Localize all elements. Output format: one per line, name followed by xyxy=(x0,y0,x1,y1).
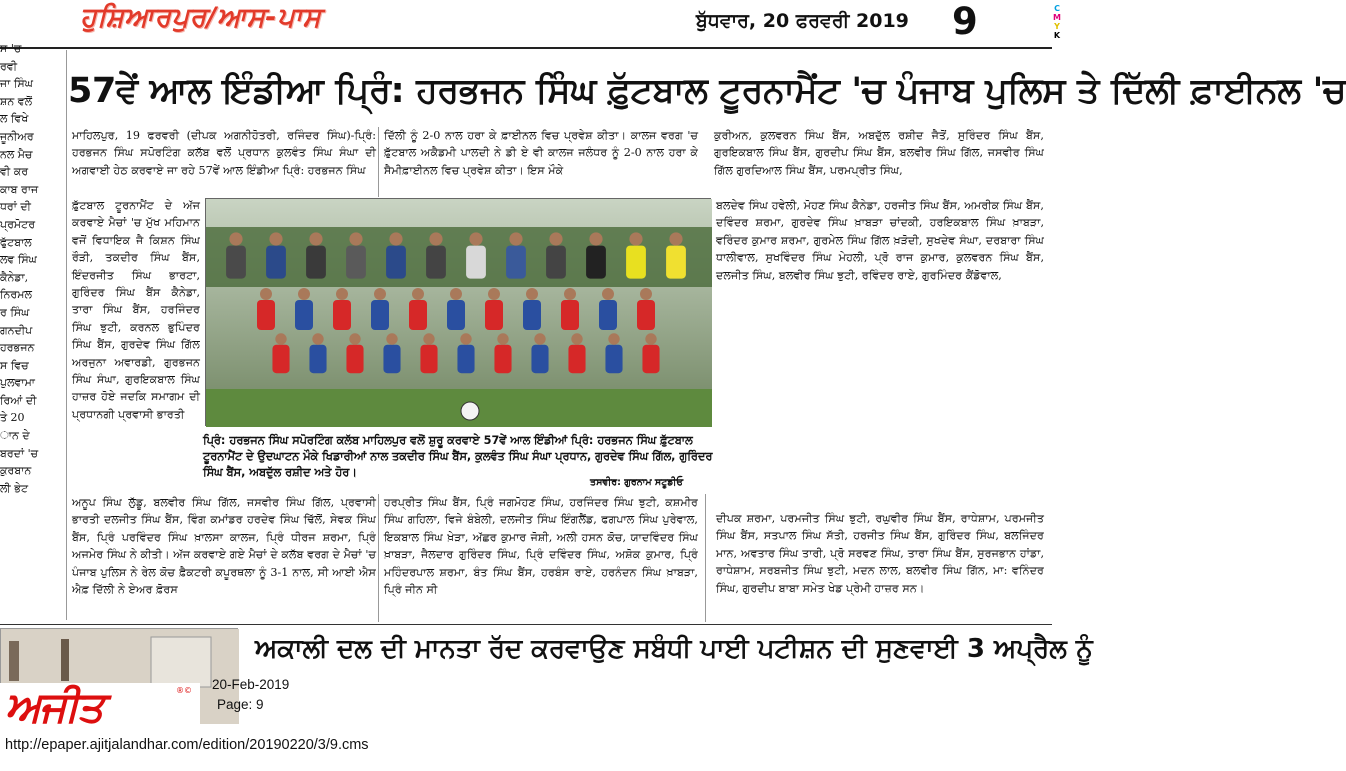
left-strip-line: ਸ ਵਿਚ xyxy=(0,358,29,372)
left-strip-line: ਪੁਲਵਾਮਾ xyxy=(0,376,35,390)
team-photo xyxy=(205,198,711,426)
column-divider xyxy=(378,494,379,622)
article-col2-bottom: ਹਰਪ੍ਰੀਤ ਸਿੰਘ ਬੈਂਸ, ਪ੍ਰਿੰ ਜਗਮੋਹਣ ਸਿੰਘ, ਹਰਜਿੰਦਰ ਸਿੰਘ ਝੁਟੀ, ਕਸ਼ਮੀਰ ਸਿੰਘ ਗਹਿਲਾ, ਵਿਜੇ ਬੰਬੇਲੀ, ਦਲਜੀਤ ਸਿੰਘ ਇੰਗਲੈਂਡ, ਫਗਪਾਲ ਸਿੰਘ ਪੁਰੇਵਾਲ, ਇਕਬਾਲ ਸਿੰਘ ਖ਼ੇੜਾ, ਅੱਛਰ ਕੁਮਾਰ ਜੋਸ਼ੀ, ਅਲੀ ਹਸਨ ਕੋਚ, ਯਾਦਵਿੰਦਰ ਸਿੰਘ ਖ਼ਾਬੜਾ, ਜੈਲਦਾਰ ਗੁਰਿੰਦਰ ਸਿੰਘ, ਪ੍ਰਿੰ ਦਵਿੰਦਰ ਸਿੰਘ, ਅਸ਼ੋਕ ਕੁਮਾਰ, ਪ੍ਰਿੰ ਮਹਿੰਦਰਪਾਲ ਸ਼ਰਮਾ, ਬੰਤ ਸਿੰਘ ਬੈਂਸ, ਹਰਬੰਸ ਰਾਏ, ਹਰਨੰਦਨ ਸਿੰਘ ਖ਼ਾਬੜਾ, ਪ੍ਰਿੰ ਜੀਨ ਸੀ xyxy=(384,496,698,597)
team-photo-illustration xyxy=(206,199,712,427)
page-number: 9 xyxy=(952,0,978,43)
article-col3-bottom: ਦੀਪਕ ਸ਼ਰਮਾ, ਪਰਮਜੀਤ ਸਿੰਘ ਝੁਟੀ, ਰਘੁਵੀਰ ਸਿੰਘ ਬੈਂਸ, ਰਾਧੇਸ਼ਾਮ, ਪਰਮਜੀਤ ਸਿੰਘ ਬੈਂਸ, ਸਤਪਾਲ ਸਿੰਘ ਸੱਤੀ, ਹਰਜੀਤ ਸਿੰਘ ਬੈਂਸ, ਗੁਰਿੰਦਰ ਸਿੰਘ, ਬਲਜਿੰਦਰ ਮਾਨ, ਅਵਤਾਰ ਸਿੰਘ ਤਾਰੀ, ਪ੍ਰੋ ਸਰਵਣ ਸਿੰਘ, ਤਾਰਾ ਸਿੰਘ ਬੈਂਸ, ਸੁਰਜਭਾਨ ਹਾਂਡਾ, ਰਾਧੇਸ਼ਾਮ, ਸਰਬਜੀਤ ਸਿੰਘ ਝੁਟੀ, ਮਦਨ ਲਾਲ, ਬਲਵੀਰ ਸਿੰਘ ਗਿੱਨ, ਮਾ: ਵਨਿੰਦਰ ਸਿੰਘ, ਗੁਰਦੀਪ ਬਾਬਾ ਸਮੇਤ ਖੇਡ ਪ੍ਰੇਮੀ ਹਾਜ਼ਰ ਸਨ। xyxy=(716,512,1044,595)
left-strip-line: ਾਨ ਦੇ xyxy=(0,429,30,443)
epaper-url[interactable]: http://epaper.ajitjalandhar.com/edition/20190220/3/9.cms xyxy=(5,737,369,753)
left-strip-line: ਜਾ ਸਿੰਘ xyxy=(0,77,33,91)
left-strip-line: ਰਿਆਂ ਦੀ xyxy=(0,393,37,407)
photo-caption: ਪ੍ਰਿੰ: ਹਰਭਜਨ ਸਿੰਘ ਸਪੋਰਟਿੰਗ ਕਲੱਬ ਮਾਹਿਲਪੁਰ ਵਲੋਂ ਸ਼ੁਰੂ ਕਰਵਾਏ 57ਵੇਂ ਆਲ ਇੰਡੀਆਂ ਪ੍ਰਿੰ: ਹਰਭਜਨ ਸਿੰਘ ਫ਼ੁੱਟਬਾਲ ਟੂਰਨਾਮੈਂਟ ਦੇ ਉਦਘਾਟਨ ਮੌਕੇ ਖਿਡਾਰੀਆਂ ਨਾਲ ਤਕਦੀਰ ਸਿੰਘ ਬੈਂਸ, ਕੁਲਵੰਤ ਸਿੰਘ ਸੰਘਾ ਪ੍ਰਧਾਨ, ਗੁਰਦੇਵ ਸਿੰਘ ਗਿੱਲ, ਗੁਰਿੰਦਰ ਸਿੰਘ ਬੈਂਸ, ਅਬਦੁੱਲ ਰਸ਼ੀਦ ਅਤੇ ਹੋਰ। xyxy=(203,434,713,479)
article-col1-side: ਫ਼ੁੱਟਬਾਲ ਟੂਰਨਾਮੈਂਟ ਦੇ ਅੱਜ ਕਰਵਾਏ ਮੈਚਾਂ 'ਚ ਮੁੱਖ ਮਹਿਮਾਨ ਵਜੋਂ ਵਿਧਾਇਕ ਜੈ ਕਿਸ਼ਨ ਸਿੰਘ ਰੌੜੀ, ਤਕਦੀਰ ਸਿੰਘ ਬੈਂਸ, ਇੰਦਰਜੀਤ ਸਿੰਘ ਭਾਰਟਾ, ਗੁਰਿੰਦਰ ਸਿੰਘ ਬੈਂਸ ਕੈਨੇਡਾ, ਤਾਰਾ ਸਿੰਘ ਬੈਂਸ, ਹਰਜਿੰਦਰ ਸਿੰਘ ਝੁਟੀ, ਕਰਨਲ ਭੁਪਿੰਦਰ ਸਿੰਘ ਬੈਂਸ, ਗੁਰਦੇਵ ਸਿੰਘ ਗਿੱਲ ਅਰਜੁਨਾ ਅਵਾਰਡੀ, ਗੁਰਭਜਨ ਸਿੰਘ ਸੰਘਾ, ਗੁਰਇਕਬਾਲ ਸਿੰਘ ਹਾਜ਼ਰ ਹੋਏ ਜਦਕਿ ਸਮਾਗਮ ਦੀ ਪ੍ਰਧਾਨਗੀ ਪ੍ਰਵਾਸੀ ਭਾਰਤੀ xyxy=(72,199,200,421)
cmyk-marks xyxy=(1052,4,1062,40)
column-divider xyxy=(378,127,379,197)
cmyk-y: Y xyxy=(1054,22,1060,31)
ajit-logo: ਅਜੀਤ xyxy=(5,682,103,731)
left-strip-line: ਤੇ 20 xyxy=(0,411,25,425)
left-adjacent-column xyxy=(0,40,64,652)
section-title: ਹੁਸ਼ਿਆਰਪੁਰ/ਆਸ-ਪਾਸ xyxy=(80,2,322,33)
left-strip-line: ਰ ਸਿੰਘ xyxy=(0,305,30,319)
left-strip-line: ਵੀ ਕਰ xyxy=(0,165,29,179)
left-strip-line: ਲੀ ਭੇਟ xyxy=(0,481,29,495)
left-strip-line: ਲਵ ਸਿੰਘ xyxy=(0,253,37,267)
left-strip-line: ਪ੍ਰਮੋਟਰ xyxy=(0,217,36,231)
column-divider xyxy=(66,50,67,620)
cmyk-m: M xyxy=(1053,13,1061,22)
left-strip-line: ਲ ਵਿਖੇ xyxy=(0,112,29,126)
left-strip-line: ਧਰਾਂ ਦੀ xyxy=(0,200,31,214)
cmyk-k: K xyxy=(1053,31,1061,40)
edition-date: 20-Feb-2019 xyxy=(212,677,290,692)
article-col3-intro: ਕੁਰੀਅਨ, ਕੁਲਵਰਨ ਸਿੰਘ ਬੈਂਸ, ਅਬਦੁੱਲ ਰਸ਼ੀਦ ਜੈਤੋਂ, ਸੁਰਿੰਦਰ ਸਿੰਘ ਬੈਂਸ, ਗੁਰਇਕਬਾਲ ਸਿੰਘ ਬੈਂਸ, ਗੁਰਦੀਪ ਸਿੰਘ ਬੈਂਸ, ਬਲਵੀਰ ਸਿੰਘ ਗਿੱਲ, ਜਸਵੀਰ ਸਿੰਘ ਗਿੱਲ ਗੁਰਦਿਆਲ ਸਿੰਘ ਬੈਂਸ, ਪਰਮਪ੍ਰੀਤ ਸਿੰਘ, xyxy=(714,129,1044,177)
second-headline: ਅਕਾਲੀ ਦਲ ਦੀ ਮਾਨਤਾ ਰੱਦ ਕਰਵਾਉਣ ਸਬੰਧੀ ਪਾਈ ਪਟੀਸ਼ਨ ਦੀ ਸੁਣਵਾਈ 3 ਅਪ੍ਰੈਲ ਨੂੰ xyxy=(255,634,1093,664)
section-rule xyxy=(0,624,1052,625)
article-col1-intro: ਮਾਹਿਲਪੁਰ, 19 ਫਰਵਰੀ (ਦੀਪਕ ਅਗਨੀਹੋਤਰੀ, ਰਜਿੰਦਰ ਸਿੰਘ)-ਪ੍ਰਿੰ: ਹਰਭਜਨ ਸਿੰਘ ਸਪੋਰਟਿੰਗ ਕਲੱਬ ਵਲੋਂ ਪ੍ਰਧਾਨ ਕੁਲਵੰਤ ਸਿੰਘ ਸੰਘਾ ਦੀ ਅਗਵਾਈ ਹੇਠ ਕਰਵਾਏ ਜਾ ਰਹੇ 57ਵੇਂ ਆਲ ਇੰਡੀਆ ਪ੍ਰਿੰ: ਹਰਭਜਨ ਸਿੰਘ xyxy=(72,129,376,177)
article-col3-side: ਬਲਦੇਵ ਸਿੰਘ ਹਵੇਲੀ, ਮੋਹਣ ਸਿੰਘ ਕੈਨੇਡਾ, ਹਰਜੀਤ ਸਿੰਘ ਬੈਂਸ, ਅਮਰੀਕ ਸਿੰਘ ਬੈਂਸ, ਦਵਿੰਦਰ ਸ਼ਰਮਾ, ਗੁਰਦੇਵ ਸਿੰਘ ਖ਼ਾਬੜਾ ਚਾਂਦਕੀ, ਹਰਇਕਬਾਲ ਸਿੰਘ ਖ਼ਾਬੜਾ, ਵਰਿੰਦਰ ਕੁਮਾਰ ਸ਼ਰਮਾ, ਗੁਰਮੇਲ ਸਿੰਘ ਗਿੱਲ ਖ਼ੜੋਦੀ, ਸੁਖਦੇਵ ਸੰਘਾ, ਦਰਬਾਰਾ ਸਿੰਘ ਧਾਲੀਵਾਲ, ਸੁਖਵਿੰਦਰ ਸਿੰਘ ਮੇਹਲੀ, ਪ੍ਰੋ ਰਾਜ ਕੁਮਾਰ, ਕੁਲਵਰਨ ਸਿੰਘ ਬੈਂਸ, ਦਲਜੀਤ ਸਿੰਘ, ਬਲਵੀਰ ਸਿੰਘ ਝੁਟੀ, ਰਵਿੰਦਰ ਰਾਏ, ਗੁਰਮਿੰਦਰ ਕੈਂਡੋਵਾਲ, xyxy=(716,199,1044,282)
left-strip-line: ਸ 'ਚ xyxy=(0,42,22,55)
left-strip-line: ਰਵੀ xyxy=(0,59,18,73)
left-strip-line: ਜੂਨੀਅਰ xyxy=(0,129,34,143)
left-strip-line: ਬਰਦਾਂ 'ਚ xyxy=(0,446,39,460)
left-strip-line: ਕੈਨੇਡਾ, xyxy=(0,270,29,284)
left-strip-line: ਸ਼ਨ ਵਲੋਂ xyxy=(0,94,33,108)
left-strip-line: ਕੁਰਬਾਨ xyxy=(0,464,32,478)
photo-credit: ਤਸਵੀਰ: ਗੁਰਨਾਮ ਸਟੂਡੀਓ xyxy=(590,477,684,488)
registered-mark: ®© xyxy=(176,686,192,695)
masthead-rule xyxy=(0,47,1052,49)
column-divider xyxy=(705,494,706,622)
left-strip-line: ਗਨਦੀਪ xyxy=(0,323,33,337)
article-headline: 57ਵੇਂ ਆਲ ਇੰਡੀਆ ਪ੍ਰਿੰ: ਹਰਭਜਨ ਸਿੰਘ ਫ਼ੁੱਟਬਾਲ ਟੂਰਨਾਮੈਂਟ 'ਚ ਪੰਜਾਬ ਪੁਲਿਸ ਤੇ ਦਿੱਲੀ ਫ਼ਾਈਨਲ 'ਚ xyxy=(68,71,1346,111)
left-strip-line: ਫੁੱਟਬਾਲ xyxy=(0,235,32,249)
edition-page: Page: 9 xyxy=(217,697,264,712)
issue-date: ਬੁੱਧਵਾਰ, 20 ਫਰਵਰੀ 2019 xyxy=(696,10,909,32)
cmyk-c: C xyxy=(1054,4,1060,13)
left-strip-line: ਕਾਬ ਰਾਜ xyxy=(0,182,39,196)
left-strip-line: ਨਲ ਮੈਚ xyxy=(0,147,33,161)
left-strip-line: ਨਿਰਮਲ xyxy=(0,288,32,302)
left-strip-line: ਹਰਭਜਨ xyxy=(0,341,35,355)
article-col1-bottom: ਅਨੂਪ ਸਿੰਘ ਲੁੱਡੂ, ਬਲਵੀਰ ਸਿੰਘ ਗਿੱਲ, ਜਸਵੀਰ ਸਿੰਘ ਗਿੱਲ, ਪ੍ਰਵਾਸੀ ਭਾਰਤੀ ਦਲਜੀਤ ਸਿੰਘ ਬੈਂਸ, ਵਿੰਗ ਕਮਾਂਡਰ ਹਰਦੇਵ ਸਿੰਘ ਢਿੱਲੋਂ, ਸੇਵਕ ਸਿੰਘ ਬੈਂਸ, ਪ੍ਰਿੰ ਪਰਵਿੰਦਰ ਸਿੰਘ ਖ਼ਾਲਸਾ ਕਾਲਜ, ਪ੍ਰਿੰ ਧੀਰਜ ਸ਼ਰਮਾ, ਪ੍ਰਿੰ ਅਜਮੇਰ ਸਿੰਘ ਨੇ ਕੀਤੀ। ਅੱਜ ਕਰਵਾਏ ਗਏ ਮੈਚਾਂ ਦੇ ਕਲੱਬ ਵਰਗ ਦੇ ਮੈਚਾਂ 'ਚ ਪੰਜਾਬ ਪੁਲਿਸ ਨੇ ਰੇਲ ਕੋਚ ਫ਼ੈਕਟਰੀ ਕਪੂਰਥਲਾ ਨੂੰ 3-1 ਨਾਲ, ਸੀ ਆਈ ਐਸ ਐਫ਼ ਦਿੱਲੀ ਨੇ ਏਅਰ ਫ਼ੋਰਸ xyxy=(72,496,376,597)
article-col2-intro: ਦਿੱਲੀ ਨੂੰ 2-0 ਨਾਲ ਹਰਾ ਕੇ ਫ਼ਾਈਨਲ ਵਿਚ ਪ੍ਰਵੇਸ਼ ਕੀਤਾ। ਕਾਲਜ ਵਰਗ 'ਚ ਫ਼ੁੱਟਬਾਲ ਅਕੈਡਮੀ ਪਾਲਦੀ ਨੇ ਡੀ ਏ ਵੀ ਕਾਲਜ ਜਲੰਧਰ ਨੂੰ 2-0 ਨਾਲ ਹਰਾ ਕੇ ਸੈਮੀਫ਼ਾਈਨਲ ਵਿਚ ਪ੍ਰਵੇਸ਼ ਕੀਤਾ। ਇਸ ਮੌਕੇ xyxy=(384,129,698,177)
